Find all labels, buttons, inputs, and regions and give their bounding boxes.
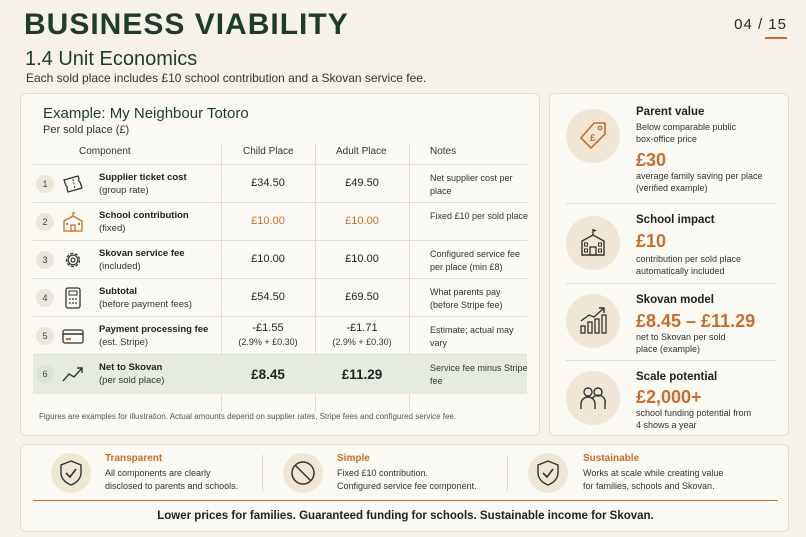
component-name: Net to Skovan (99, 362, 163, 373)
principle-text (105, 467, 238, 492)
principle-text-line: Fixed £10 contribution. (337, 468, 429, 478)
example-title: Example: My Neighbour Totoro (43, 105, 249, 122)
page-title: BUSINESS VIABILITY (24, 8, 349, 41)
price-tag-icon (566, 109, 620, 163)
page-number: 04 / 15 (734, 16, 787, 33)
table-row (33, 203, 527, 241)
principle-title: Sustainable (583, 453, 640, 464)
component-detail: (included) (99, 261, 141, 272)
child-place-value: -£1.55 (252, 322, 284, 334)
adult-fee-formula: (2.9% + £0.30) (332, 337, 392, 347)
principle-text (583, 467, 723, 492)
component-detail: (per sold place) (99, 375, 165, 386)
row-note: What parents pay (before Stripe fee) (430, 287, 503, 310)
principle-title: Simple (337, 453, 370, 464)
school-icon (566, 216, 620, 270)
component-detail: (before payment fees) (99, 299, 192, 310)
principle-text-line: for families, schools and Skovan. (583, 480, 715, 491)
row-number: 6 (36, 365, 54, 383)
calculator-icon (61, 287, 85, 309)
principle-text-line: Configured service fee component. (337, 480, 477, 491)
component-detail: (est. Stripe) (99, 337, 149, 348)
highlight-caption: net to Skovan per sold place (example) (636, 332, 726, 354)
adult-place-value: £49.50 (345, 177, 379, 189)
row-number: 4 (36, 289, 54, 307)
component-name: School contribution (99, 210, 189, 221)
highlight-title: School impact (636, 214, 715, 226)
shield-check-icon (528, 453, 568, 493)
row-number: 2 (36, 213, 54, 231)
example-subtitle: Per sold place (£) (43, 124, 130, 136)
highlight-title: Scale potential (636, 371, 718, 383)
row-note: Service fee minus Stripe fee (430, 363, 528, 386)
school-icon (61, 211, 85, 233)
principle-text (337, 467, 477, 492)
highlight-caption: contribution per sold place automatically included (636, 254, 742, 276)
table-row (33, 279, 527, 317)
child-place-value: £8.45 (251, 367, 285, 382)
highlight-caption: school funding potential from 4 shows a year (636, 408, 752, 430)
no-sign-icon (283, 453, 323, 493)
adult-place-value: £69.50 (345, 291, 379, 303)
table-row-net-total (33, 355, 527, 394)
principle-text-line: Works at scale while creating value (583, 468, 724, 478)
row-number: 3 (36, 251, 54, 269)
row-number: 5 (36, 327, 54, 345)
highlight-value: £8.45 – £11.29 (636, 311, 756, 331)
growth-chart-icon (566, 294, 620, 348)
child-place-value: £10.00 (251, 253, 285, 265)
footnote: Figures are examples for illustration. Actual amounts depend on supplier rates, Stripe fees and configured service fee. (39, 412, 457, 421)
table-row (33, 165, 527, 203)
component-detail: (group rate) (99, 185, 149, 196)
component-name: Payment processing fee (99, 324, 209, 335)
row-note: Net supplier cost per place (430, 173, 513, 196)
card-icon (61, 325, 85, 347)
shield-check-icon (51, 453, 91, 493)
divider (262, 455, 263, 491)
lead-text: Each sold place includes £10 school contribution and a Skovan service fee. (26, 71, 427, 85)
people-icon (566, 371, 620, 425)
table-row (33, 317, 527, 355)
adult-place-value: £10.00 (345, 215, 379, 227)
row-note: Estimate; actual may vary (430, 325, 514, 348)
principle-text-line: disclosed to parents and schools. (105, 480, 239, 491)
page-number-underline (765, 37, 787, 39)
divider (507, 455, 508, 491)
component-name: Supplier ticket cost (99, 172, 187, 183)
component-detail: (fixed) (99, 223, 126, 234)
accent-divider (33, 500, 778, 501)
row-note: Configured service fee per place (min £8) (430, 249, 521, 272)
highlight-caption: average family saving per place (verified example) (636, 171, 763, 193)
column-header-child: Child Place (243, 146, 294, 157)
gear-icon (61, 249, 85, 271)
highlight-title: Parent value (636, 106, 705, 118)
tagline: Lower prices for families. Guaranteed funding for schools. Sustainable income for Skovan. (157, 510, 654, 522)
adult-place-value: £11.29 (341, 367, 383, 382)
column-header-adult: Adult Place (336, 146, 387, 157)
adult-place-value: -£1.71 (346, 322, 378, 334)
separator (566, 283, 776, 284)
component-name: Skovan service fee (99, 248, 185, 259)
column-header-component: Component (79, 146, 131, 157)
svg-text:£: £ (590, 133, 596, 144)
principles-card (20, 444, 789, 532)
separator (566, 360, 776, 361)
principle-title: Transparent (105, 453, 163, 464)
trend-up-icon (61, 363, 85, 385)
ticket-icon (61, 173, 85, 195)
highlight-value: £30 (636, 150, 667, 170)
separator (566, 203, 776, 204)
highlights-card (549, 93, 789, 436)
child-place-value: £54.50 (251, 291, 285, 303)
child-place-value: £10.00 (251, 215, 285, 227)
principle-text-line: All components are clearly (105, 468, 211, 478)
child-place-value: £34.50 (251, 177, 285, 189)
row-note: Fixed £10 per sold place (430, 211, 529, 221)
table-row (33, 241, 527, 279)
component-name: Subtotal (99, 286, 137, 297)
adult-place-value: £10.00 (345, 253, 379, 265)
example-card (20, 93, 540, 436)
child-fee-formula: (2.9% + £0.30) (238, 337, 298, 347)
row-number: 1 (36, 175, 54, 193)
highlight-value: £10 (636, 231, 667, 251)
column-header-notes: Notes (430, 146, 457, 157)
section-subtitle: 1.4 Unit Economics (25, 48, 198, 70)
highlight-intro: Below comparable public box-office price (636, 122, 737, 144)
highlight-value: £2,000+ (636, 387, 702, 407)
highlight-title: Skovan model (636, 294, 714, 306)
